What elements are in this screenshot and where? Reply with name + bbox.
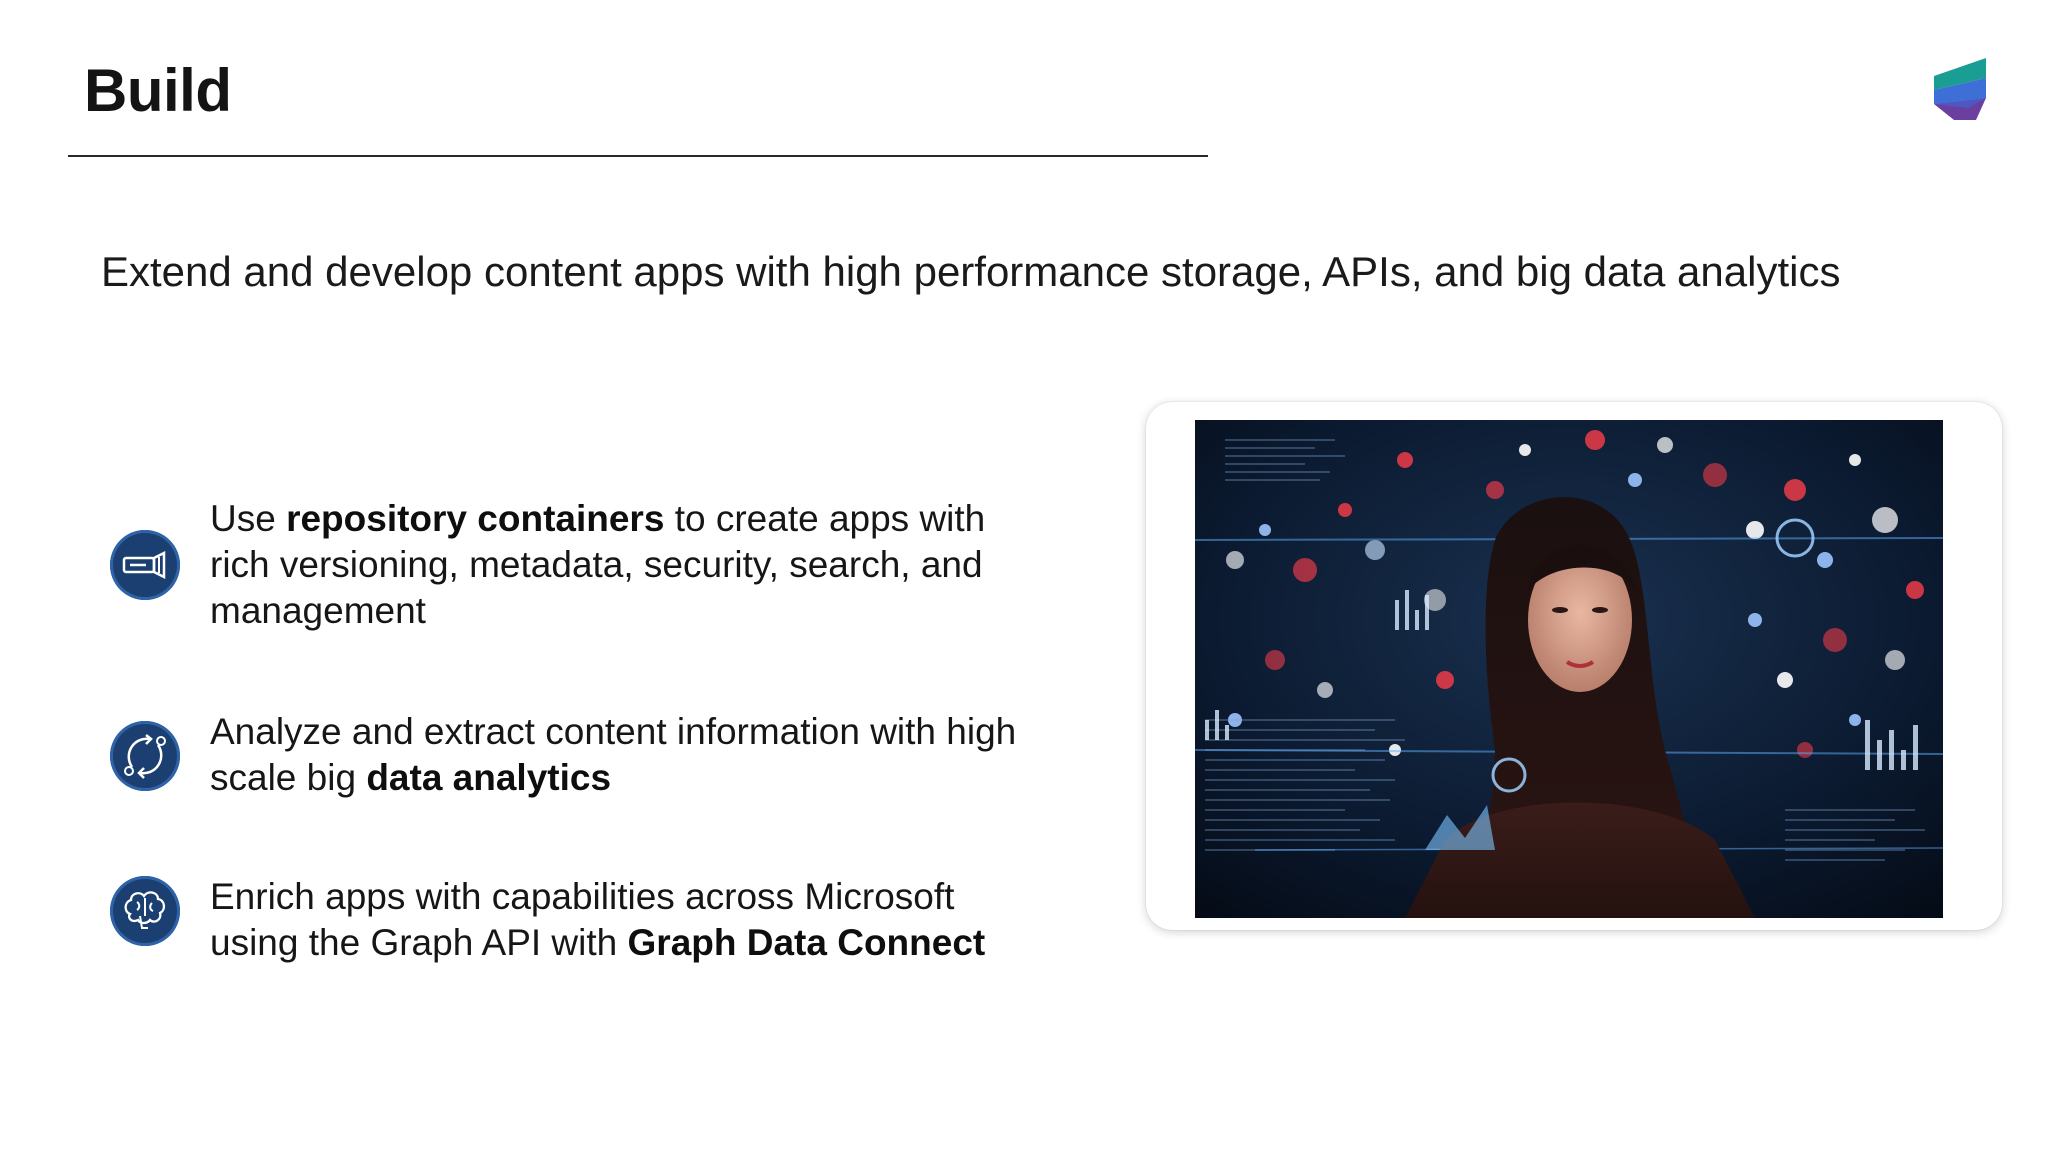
brain-icon xyxy=(110,876,180,946)
slide-title: Build xyxy=(84,57,232,124)
bold-term: Graph Data Connect xyxy=(627,922,986,963)
container-icon xyxy=(110,530,180,600)
bold-term: repository containers xyxy=(286,498,665,539)
analytics-cycle-icon xyxy=(110,721,180,791)
slide-subtitle: Extend and develop content apps with high performance storage, APIs, and big data analytics xyxy=(101,248,1841,295)
bullet-text: Analyze and extract content information with high scale big data analytics xyxy=(210,711,1017,798)
bullet-text: Enrich apps with capabilities across Microsoft using the Graph API with Graph Data Connect xyxy=(210,876,986,963)
brand-logo-icon xyxy=(1928,56,1998,126)
bullet-text: Use repository containers to create apps with rich versioning, metadata, security, search, and management xyxy=(210,498,986,631)
bold-term: data analytics xyxy=(366,757,612,798)
title-divider xyxy=(68,155,1208,157)
data-visualization-photo xyxy=(1195,420,1943,918)
